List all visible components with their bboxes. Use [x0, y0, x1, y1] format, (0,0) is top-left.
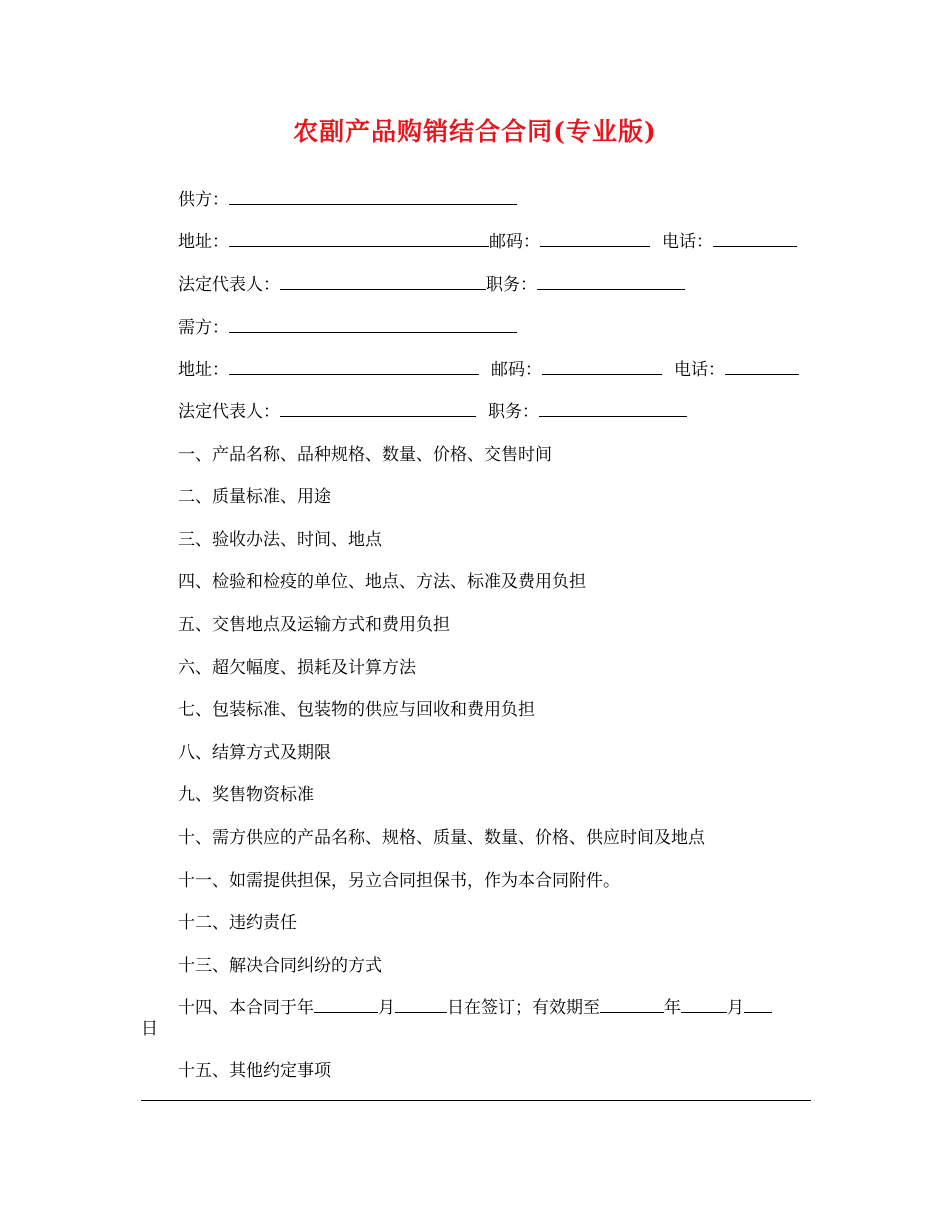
clause-5: 五、交售地点及运输方式和费用负担 [178, 615, 450, 635]
clause-14-month: 月 [378, 998, 395, 1018]
clause-4: 四、检验和检疫的单位、地点、方法、标准及费用负担 [178, 572, 586, 592]
clause-11: 十一、如需提供担保，另立合同担保书，作为本合同附件。 [178, 871, 620, 891]
buyer-rep-line [178, 400, 687, 424]
supplier-label: 供方： [178, 190, 229, 210]
supplier-rep-label: 法定代表人： [178, 275, 280, 295]
buyer-position-label: 职务： [488, 402, 539, 422]
clause-14-day: 日 [141, 1019, 158, 1039]
clause-14-day-sign: 日在签订；有效期至 [447, 998, 600, 1018]
clause-2: 二、质量标准、用途 [178, 487, 331, 507]
supplier-line [178, 188, 517, 212]
buyer-postcode-field[interactable] [542, 358, 662, 375]
clause-7: 七、包装标准、包装物的供应与回收和费用负担 [178, 700, 535, 720]
clause-14-month2: 月 [727, 998, 744, 1018]
document-title: 农副产品购销结合合同(专业版) [293, 117, 657, 146]
clause-6: 六、超欠幅度、损耗及计算方法 [178, 658, 416, 678]
clause-13: 十三、解决合同纠纷的方式 [178, 956, 382, 976]
supplier-phone-label: 电话： [662, 232, 713, 252]
supplier-postcode-field[interactable] [540, 230, 650, 247]
supplier-rep-line [178, 273, 685, 297]
clause-14 [178, 996, 772, 1020]
buyer-address-line [178, 358, 799, 382]
clause-9: 九、奖售物资标准 [178, 785, 314, 805]
buyer-line [178, 316, 517, 340]
buyer-rep-field[interactable] [280, 400, 476, 417]
clause-12: 十二、违约责任 [178, 913, 297, 933]
clause-3: 三、验收办法、时间、地点 [178, 530, 382, 550]
supplier-position-field[interactable] [537, 273, 685, 290]
clause-8: 八、结算方式及期限 [178, 743, 331, 763]
clause-14-year: 年 [664, 998, 681, 1018]
buyer-phone-field[interactable] [725, 358, 799, 375]
supplier-address-label: 地址： [178, 232, 229, 252]
supplier-rep-field[interactable] [280, 273, 486, 290]
supplier-postcode-label: 邮码： [489, 232, 540, 252]
clause-1: 一、产品名称、品种规格、数量、价格、交售时间 [178, 445, 552, 465]
supplier-address-line [178, 230, 797, 254]
buyer-postcode-label: 邮码： [491, 360, 542, 380]
valid-day-field[interactable] [744, 996, 772, 1013]
buyer-position-field[interactable] [539, 400, 687, 417]
supplier-phone-field[interactable] [713, 230, 797, 247]
buyer-phone-label: 电话： [674, 360, 725, 380]
buyer-address-label: 地址： [178, 360, 229, 380]
clause-14-prefix: 十四、本合同于年 [178, 998, 314, 1018]
buyer-rep-label: 法定代表人： [178, 402, 280, 422]
sign-day-field[interactable] [395, 996, 447, 1013]
supplier-position-label: 职务： [486, 275, 537, 295]
valid-year-field[interactable] [600, 996, 664, 1013]
buyer-name-field[interactable] [229, 316, 517, 333]
sign-month-field[interactable] [314, 996, 378, 1013]
clause-10: 十、需方供应的产品名称、规格、质量、数量、价格、供应时间及地点 [178, 828, 705, 848]
supplier-address-field[interactable] [229, 230, 489, 247]
buyer-address-field[interactable] [229, 358, 479, 375]
valid-month-field[interactable] [681, 996, 727, 1013]
buyer-label: 需方： [178, 318, 229, 338]
clause-15: 十五、其他约定事项 [178, 1061, 331, 1081]
fill-in-line[interactable] [141, 1100, 811, 1101]
supplier-name-field[interactable] [229, 188, 517, 205]
